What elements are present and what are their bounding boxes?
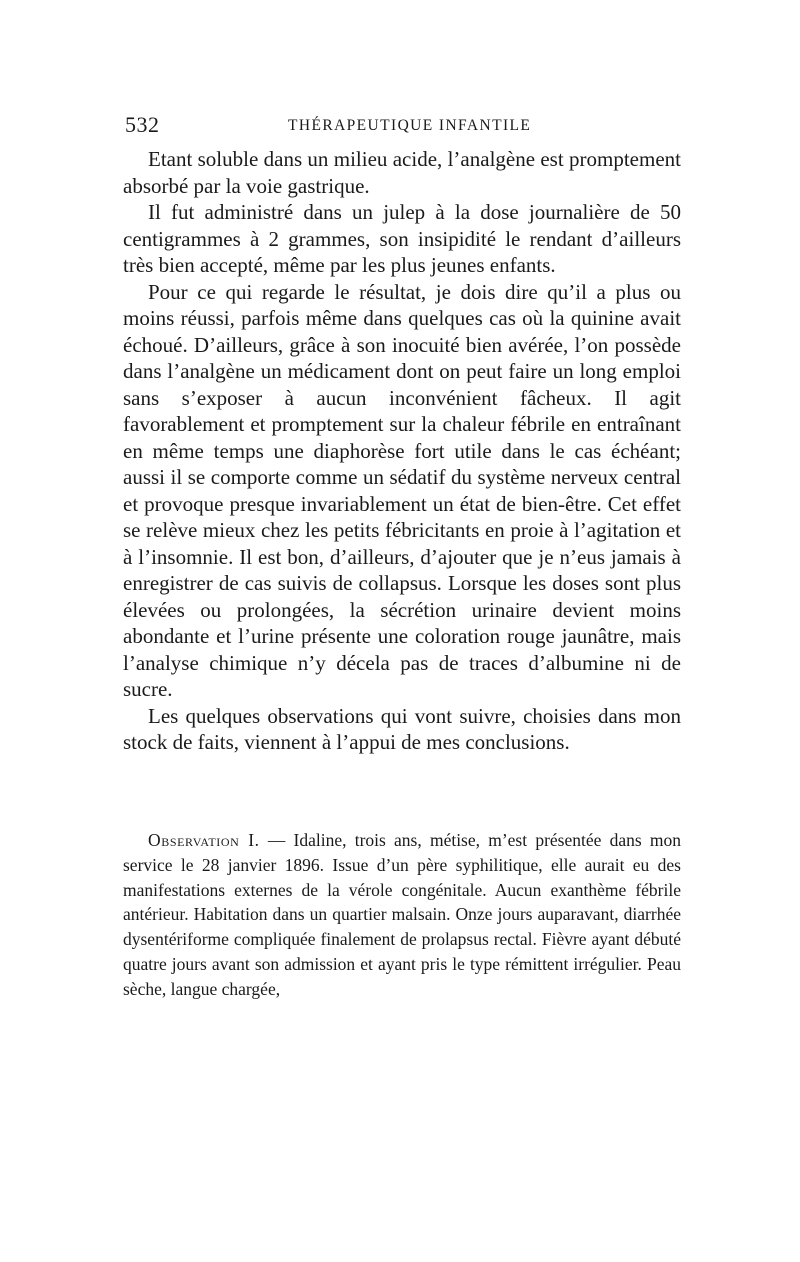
paragraph: Etant soluble dans un milieu acide, l’analgène est promptement absorbé par la voie gastrique.: [123, 147, 681, 198]
paragraph: Pour ce qui regarde le résultat, je dois dire qu’il a plus ou moins réussi, parfois même dans quelques cas où la quinine avait échoué. D’ailleurs, grâce à son inocuité bien avérée, l’on possède dans l’analgène un médicament dont on peut faire un long emploi sans s’exposer à aucun inconvénient fâcheux. Il agit favorablement et promptement sur la chaleur fébrile en entraînant en même temps une diaphorèse fort utile dans le cas échéant; aussi il se comporte comme un sédatif du système nerveux central et provoque presque invariablement un état de bien-être. Cet effet se relève mieux chez les petits fébricitants en proie à l’agitation et à l’insomnie. Il est bon, d’ailleurs, d’ajouter que je n’eus jamais à enregistrer de cas suivis de collapsus. Lorsque les doses sont plus élevées ou prolongées, la sécrétion urinaire devient moins abondante et l’urine présente une coloration rouge jaunâtre, mais l’analyse chimique n’y décela pas de traces d’albumine ni de sucre.: [123, 279, 681, 701]
paragraph: Il fut administré dans un julep à la dose journalière de 50 centigrammes à 2 grammes, son insipidité le rendant d’ailleurs très bien accepté, même par les plus jeunes enfants.: [123, 200, 681, 277]
page-header: [125, 112, 680, 142]
observation-text: — Idaline, trois ans, métise, m’est présentée dans mon service le 28 janvier 1896. Issue d’un père syphilitique, elle aurait eu des manifestations externes de la vérole congénitale. Aucun exanthème fébrile antérieur. Habitation dans un quartier malsain. Onze jours auparavant, diarrhée dysentériforme compliquée finalement de prolapsus rectal. Fièvre ayant débuté quatre jours avant son admission et ayant pris le type rémittent irrégulier. Peau sèche, langue chargée,: [123, 830, 681, 999]
page-number: 532: [125, 112, 160, 137]
observation-paragraph: [123, 828, 681, 1002]
observation-block: [123, 828, 681, 1002]
observation-label: Observation I.: [148, 830, 260, 850]
running-title: THÉRAPEUTIQUE INFANTILE: [288, 117, 532, 134]
paragraph: Les quelques observations qui vont suivre, choisies dans mon stock de faits, viennent à l’appui de mes conclusions.: [123, 703, 681, 754]
main-text: [123, 146, 681, 756]
